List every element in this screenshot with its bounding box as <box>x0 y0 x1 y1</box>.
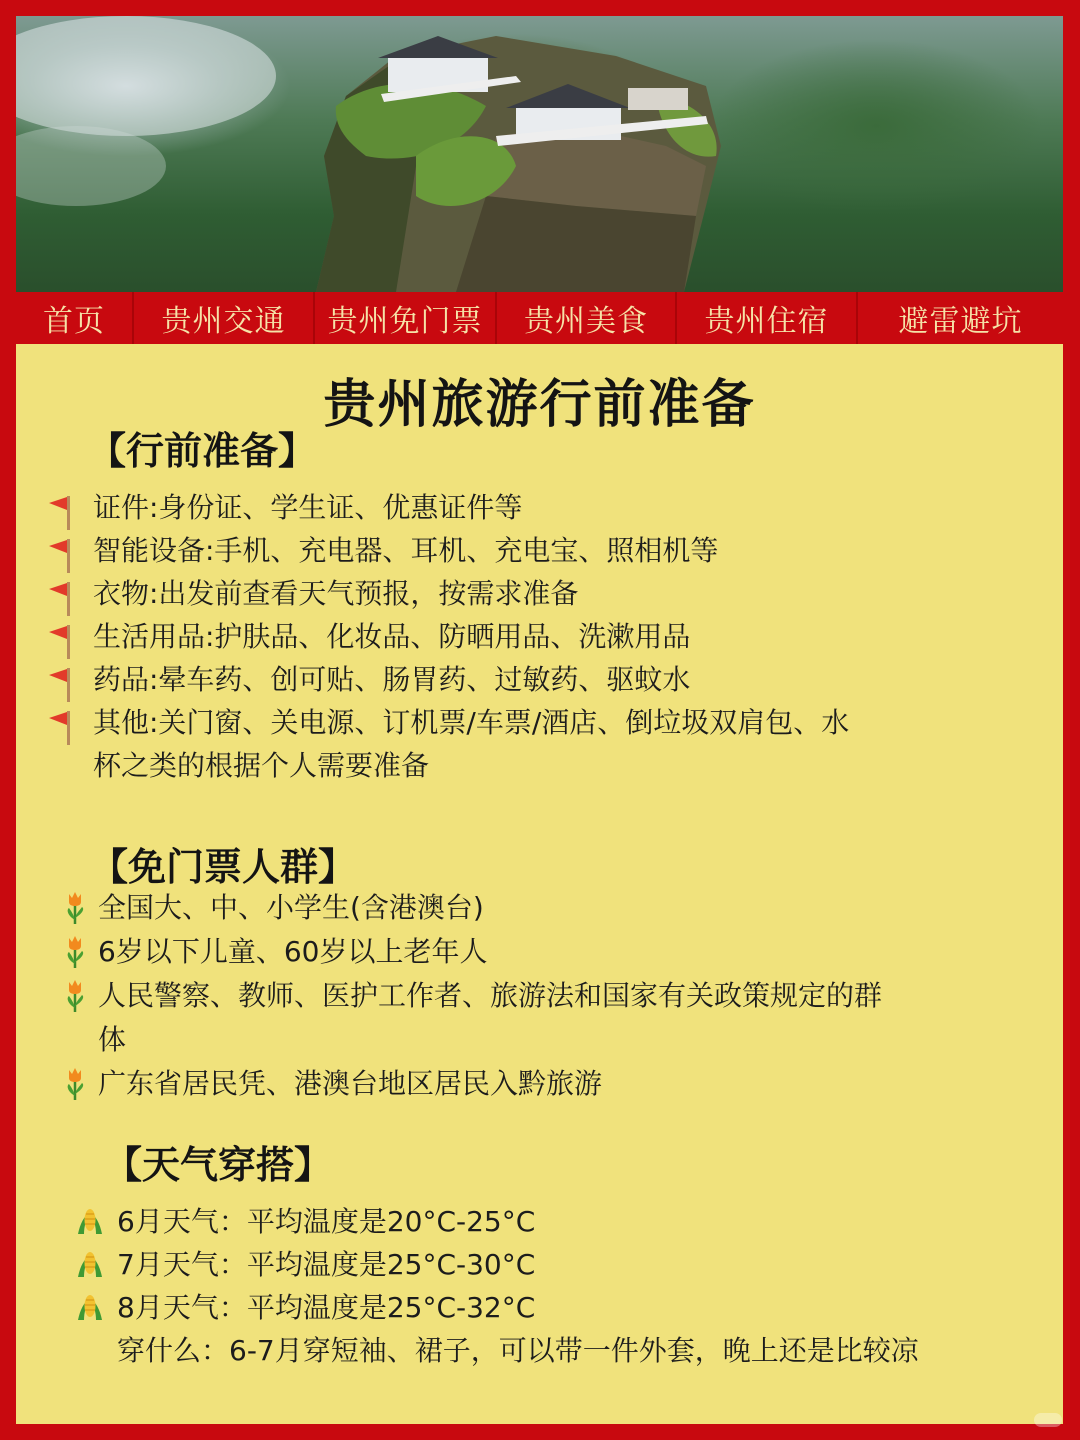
prep-item: 衣物:出发前查看天气预报，按需求准备 <box>93 577 579 610</box>
prep-item: 证件:身份证、学生证、优惠证件等 <box>93 491 523 524</box>
corn-icon <box>74 1247 106 1279</box>
weather-item: 7月天气：平均温度是25°C-30°C <box>117 1248 536 1281</box>
prep-item-continued: 杯之类的根据个人需要准备 <box>93 749 430 782</box>
section-heading-weather: 【天气穿搭】 <box>104 1143 333 1187</box>
weather-item: 6月天气：平均温度是20°C-25°C <box>117 1205 536 1238</box>
prep-item: 其他:关门窗、关电源、订机票/车票/酒店、倒垃圾双肩包、水 <box>93 706 850 739</box>
tulip-icon <box>60 934 90 970</box>
free-item: 全国大、中、小学生(含港澳台) <box>98 891 484 924</box>
nav-item-transport[interactable]: 贵州交通 <box>134 292 315 344</box>
tulip-icon <box>60 1066 90 1102</box>
red-flag-icon <box>46 580 76 616</box>
weather-item: 8月天气：平均温度是25°C-32°C <box>117 1291 536 1324</box>
prep-item: 智能设备:手机、充电器、耳机、充电宝、照相机等 <box>93 534 719 567</box>
red-flag-icon <box>46 709 76 745</box>
free-item: 人民警察、教师、医护工作者、旅游法和国家有关政策规定的群 <box>98 979 883 1012</box>
hero-photo <box>16 16 1063 292</box>
poster <box>16 16 1063 1424</box>
corn-icon <box>74 1204 106 1236</box>
nav-item-home[interactable]: 首页 <box>16 292 134 344</box>
free-item: 6岁以下儿童、60岁以上老年人 <box>98 935 488 968</box>
section-heading-prep: 【行前准备】 <box>88 429 317 473</box>
section-heading-free-tickets: 【免门票人群】 <box>90 845 357 889</box>
page-title: 贵州旅游行前准备 <box>323 375 756 435</box>
free-item: 广东省居民凭、港澳台地区居民入黔旅游 <box>98 1067 603 1100</box>
red-flag-icon <box>46 623 76 659</box>
prep-item: 生活用品:护肤品、化妆品、防晒用品、洗漱用品 <box>93 620 691 653</box>
mountain-temple-illustration <box>16 16 1063 292</box>
nav-item-lodging[interactable]: 贵州住宿 <box>677 292 858 344</box>
watermark-badge <box>1034 1413 1062 1427</box>
nav-item-pitfalls[interactable]: 避雷避坑 <box>898 304 1023 339</box>
red-flag-icon <box>46 666 76 702</box>
tulip-icon <box>60 978 90 1014</box>
red-flag-icon <box>46 494 76 530</box>
corn-icon <box>74 1290 106 1322</box>
nav-bar <box>16 292 1063 344</box>
nav-item-food[interactable]: 贵州美食 <box>497 292 677 344</box>
free-item-continued: 体 <box>98 1023 127 1056</box>
prep-item: 药品:晕车药、创可贴、肠胃药、过敏药、驱蚊水 <box>93 663 691 696</box>
nav-item-free-tickets[interactable]: 贵州免门票 <box>315 292 497 344</box>
red-flag-icon <box>46 537 76 573</box>
weather-outfit-note: 穿什么：6-7月穿短袖、裙子，可以带一件外套，晚上还是比较凉 <box>117 1334 919 1367</box>
tulip-icon <box>60 890 90 926</box>
